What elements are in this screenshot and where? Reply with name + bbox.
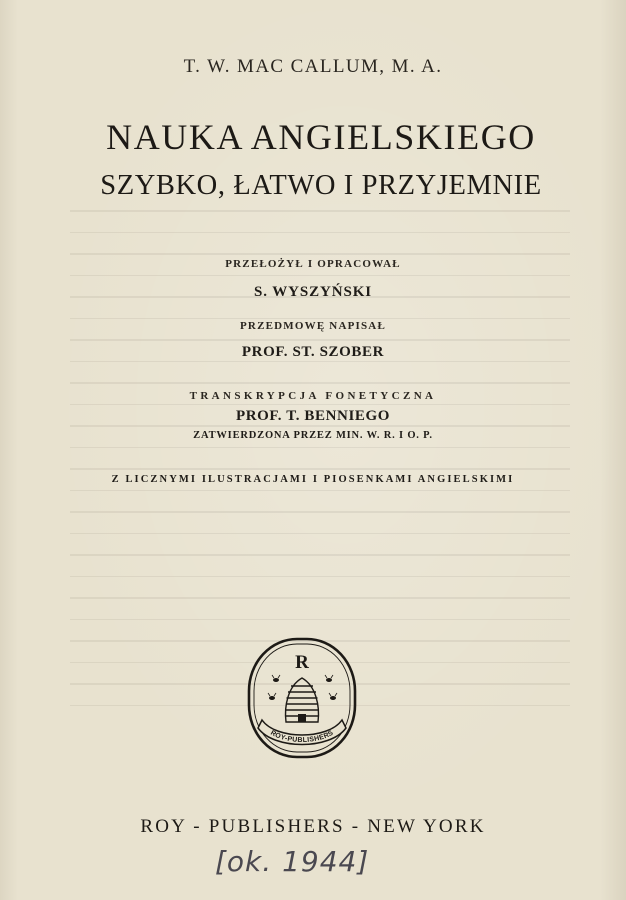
preface-label: PRZEDMOWĘ NAPISAŁ xyxy=(240,320,386,332)
publisher-imprint: ROY - PUBLISHERS - NEW YORK xyxy=(140,816,486,837)
preface-author: PROF. ST. SZOBER xyxy=(241,344,385,360)
svg-text:R: R xyxy=(295,652,309,673)
handwritten-shelfmark: [ok. 1944] xyxy=(215,845,370,878)
phonetics-author: PROF. T. BENNIEGO xyxy=(235,408,391,424)
illustrations-note: Z LICZNYMI ILUSTRACJAMI I PIOSENKAMI ANGIELSKIMI xyxy=(111,474,515,485)
book-title-line-2: SZYBKO, ŁATWO I PRZYJEMNIE xyxy=(100,170,542,201)
book-title-line-1: NAUKA ANGIELSKIEGO xyxy=(106,117,536,157)
approval-note: ZATWIERDZONA PRZEZ MIN. W. R. I O. P. xyxy=(193,430,433,441)
author-name: T. W. MAC CALLUM, M. A. xyxy=(183,56,443,77)
publisher-beehive-emblem xyxy=(246,636,358,760)
phonetics-label: TRANSKRYPCJA FONETYCZNA xyxy=(189,390,437,402)
translator-label: PRZEŁOŻYŁ I OPRACOWAŁ xyxy=(225,258,401,270)
svg-text:ROY-PUBLISHERS: ROY-PUBLISHERS xyxy=(269,729,335,745)
translator-name: S. WYSZYŃSKI xyxy=(253,284,373,300)
